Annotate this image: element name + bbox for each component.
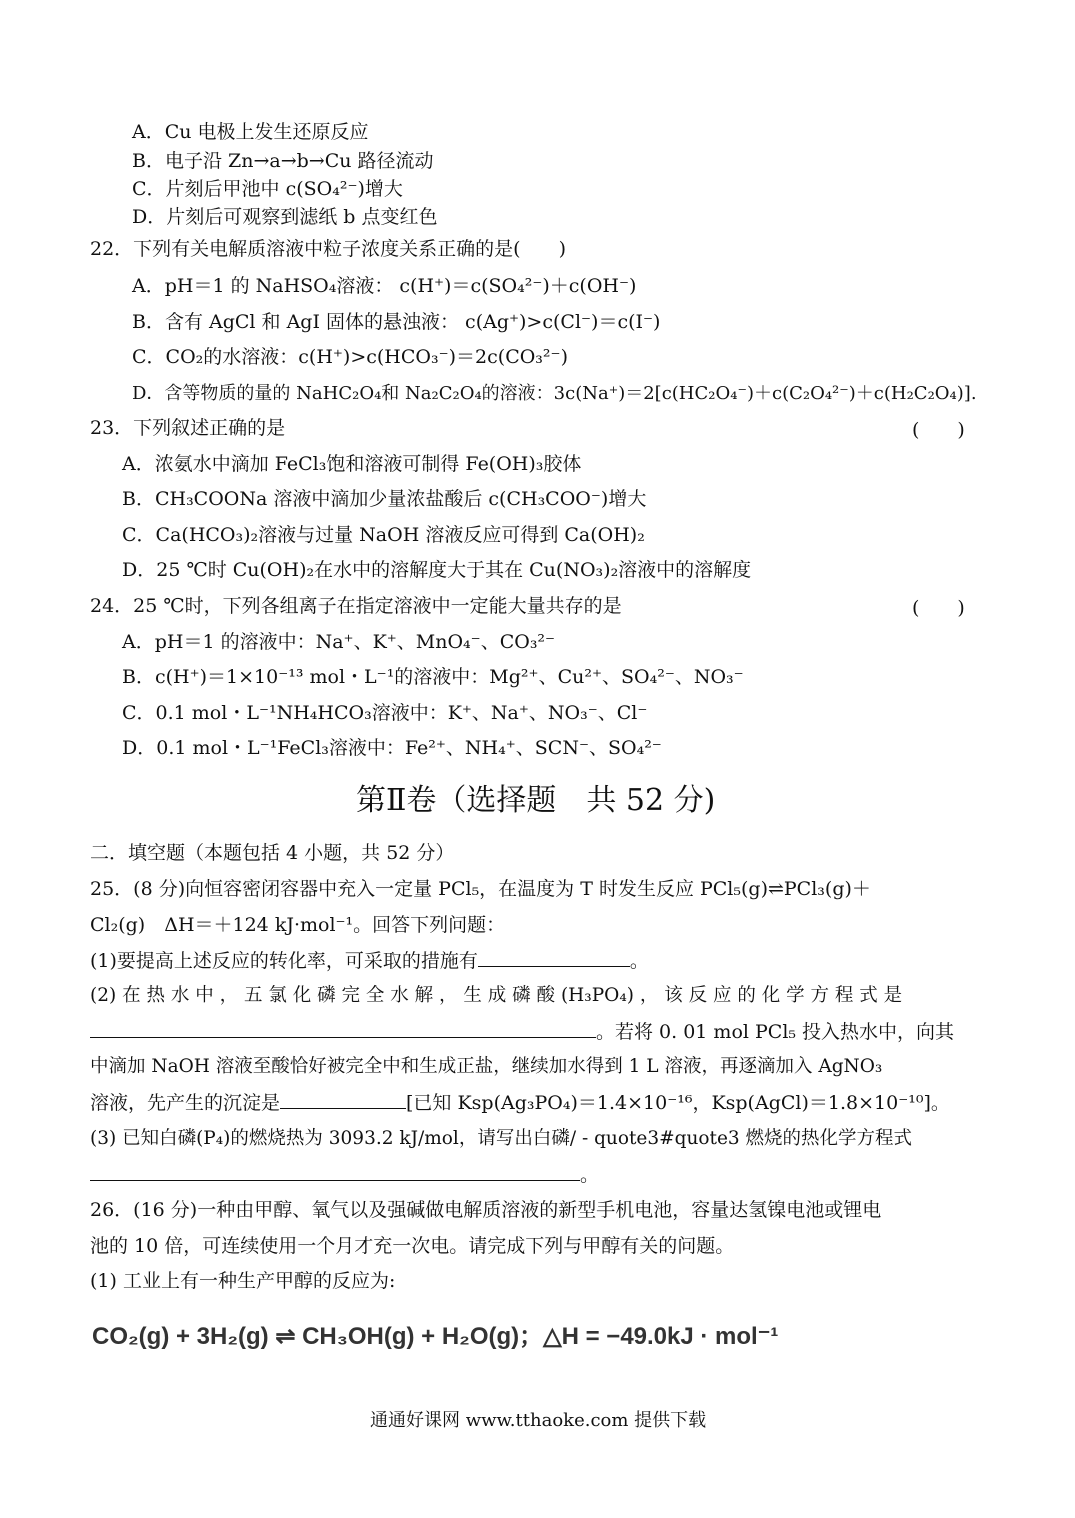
q21-option-a: A．Cu 电极上发生还原反应: [132, 121, 369, 143]
q24-answer-bracket: ( ): [912, 597, 965, 619]
q24-option-b: B．c(H⁺)＝1×10⁻¹³ mol・L⁻¹的溶液中：Mg²⁺、Cu²⁺、SO₄²⁻、NO₃⁻: [122, 666, 744, 688]
q24-option-a: A．pH＝1 的溶液中：Na⁺、K⁺、MnO₄⁻、CO₃²⁻: [122, 631, 556, 653]
answer-blank: [90, 1162, 580, 1181]
q25-part1-end: 。: [629, 950, 649, 972]
q25-part2-line4: [90, 1090, 950, 1116]
q22-stem: 22．下列有关电解质溶液中粒子浓度关系正确的是( ): [90, 238, 567, 260]
methanol-reaction-equation: CO₂(g) + 3H₂(g) ⇌ CH₃OH(g) + H₂O(g)；△H = −49.0kJ · mol⁻¹: [92, 1323, 779, 1350]
q26-line2: 池的 10 倍，可连续使用一个月才充一次电。请完成下列与甲醇有关的问题。: [90, 1235, 735, 1257]
q21-option-c: C．片刻后甲池中 c(SO₄²⁻)增大: [132, 178, 403, 200]
answer-blank: [280, 1090, 406, 1109]
q23-option-c: C．Ca(HCO₃)₂溶液与过量 NaOH 溶液反应可得到 Ca(OH)₂: [122, 524, 645, 546]
q24-option-c: C．0.1 mol・L⁻¹NH₄HCO₃溶液中：K⁺、Na⁺、NO₃⁻、Cl⁻: [122, 702, 648, 724]
part2-heading: 二．填空题（本题包括 4 小题，共 52 分）: [90, 842, 455, 864]
q21-option-b: B．电子沿 Zn→a→b→Cu 路径流动: [132, 150, 434, 172]
q25-part2: (2) 在 热 水 中 ， 五 氯 化 磷 完 全 水 解 ， 生 成 磷 酸 (H₃PO₄) ， 该 反 应 的 化 学 方 程 式 是: [90, 985, 903, 1006]
q22-option-b: B．含有 AgCl 和 AgI 固体的悬浊液： c(Ag⁺)>c(Cl⁻)＝c(I⁻): [132, 311, 661, 333]
q21-option-d: D．片刻后可观察到滤纸 b 点变红色: [132, 206, 438, 228]
q23-answer-bracket: ( ): [912, 419, 965, 441]
q23-option-b: B．CH₃COONa 溶液中滴加少量浓盐酸后 c(CH₃COO⁻)增大: [122, 488, 647, 510]
answer-blank: [478, 948, 630, 967]
q25-part1: [90, 948, 649, 974]
q25-part3-line2: [90, 1162, 599, 1188]
q22-option-d: D．含等物质的量的 NaHC₂O₄和 Na₂C₂O₄的溶液：3c(Na⁺)＝2[c(HC₂O₄⁻)＋c(C₂O₄²⁻)＋c(H₂C₂O₄)].: [132, 383, 977, 404]
q24-stem: 24．25 ℃时，下列各组离子在指定溶液中一定能大量共存的是: [90, 595, 622, 617]
q25-part2-text-b: 。若将 0. 01 mol PCl₅ 投入热水中，向其: [596, 1021, 955, 1043]
q24-option-d: D．0.1 mol・L⁻¹FeCl₃溶液中：Fe²⁺、NH₄⁺、SCN⁻、SO₄²⁻: [122, 737, 662, 759]
section-title: 第Ⅱ卷（选择题 共 52 分): [356, 783, 716, 818]
footer-source: 通通好课网 www.tthaoke.com 提供下载: [370, 1410, 707, 1431]
q25-part3-end: 。: [580, 1164, 600, 1186]
q23-option-a: A．浓氨水中滴加 FeCl₃饱和溶液可制得 Fe(OH)₃胶体: [122, 453, 582, 475]
q26-line1: 26．(16 分)一种由甲醇、氧气以及强碱做电解质溶液的新型手机电池，容量达氢镍电池或锂电: [90, 1199, 882, 1221]
q25-part2-ksp: [已知 Ksp(Ag₃PO₄)＝1.4×10⁻¹⁶，Ksp(AgCl)＝1.8×10⁻¹⁰]。: [406, 1092, 950, 1114]
q23-option-d: D．25 ℃时 Cu(OH)₂在水中的溶解度大于其在 Cu(NO₃)₂溶液中的溶解度: [122, 559, 752, 581]
answer-blank: [90, 1019, 596, 1038]
q25-part1-text: (1)要提高上述反应的转化率，可采取的措施有: [90, 950, 478, 972]
q22-option-a: A．pH＝1 的 NaHSO₄溶液： c(H⁺)＝c(SO₄²⁻)＋c(OH⁻): [132, 275, 637, 297]
q25-part2-text-d: 溶液，先产生的沉淀是: [90, 1092, 281, 1114]
q25-line2: Cl₂(g) ΔH＝＋124 kJ·mol⁻¹。回答下列问题：: [90, 914, 506, 936]
q25-line1: 25．(8 分)向恒容密闭容器中充入一定量 PCl₅，在温度为 T 时发生反应 PCl₅(g)⇌PCl₃(g)＋: [90, 878, 871, 900]
q25-part2-line2: [90, 1019, 954, 1045]
q26-part1: (1) 工业上有一种生产甲醇的反应为:: [90, 1270, 396, 1292]
q23-stem: 23．下列叙述正确的是: [90, 417, 286, 439]
q22-option-c: C．CO₂的水溶液：c(H⁺)>c(HCO₃⁻)＝2c(CO₃²⁻): [132, 346, 568, 368]
q25-part3: (3) 已知白磷(P₄)的燃烧热为 3093.2 kJ/mol，请写出白磷/ - quote3#quote3 燃烧的热化学方程式: [90, 1128, 913, 1149]
q25-part2-line3: 中滴加 NaOH 溶液至酸恰好被完全中和生成正盐，继续加水得到 1 L 溶液，再逐滴加入 AgNO₃: [90, 1056, 883, 1077]
